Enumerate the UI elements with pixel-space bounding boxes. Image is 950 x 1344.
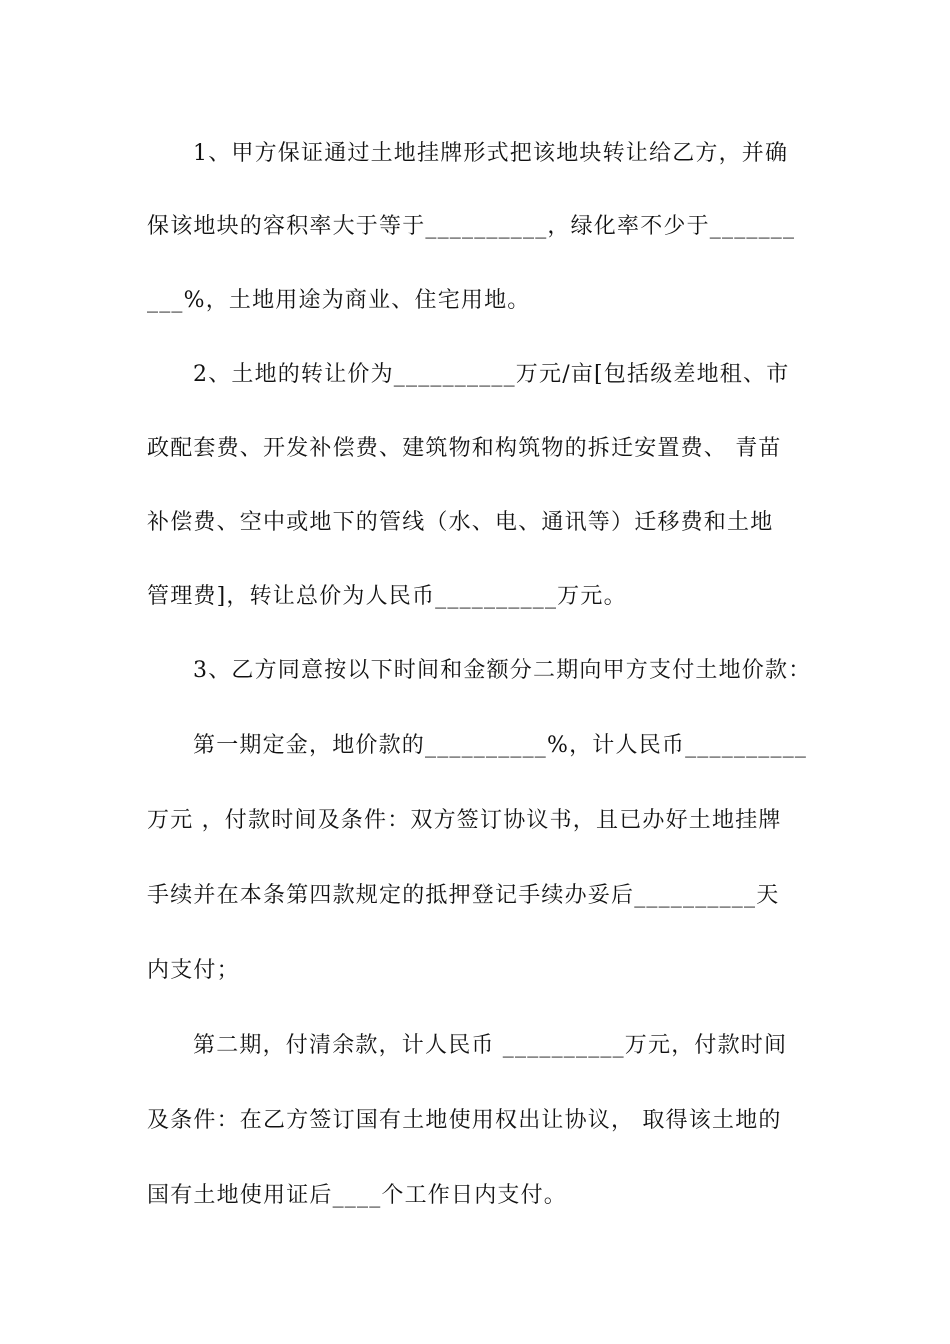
payment-2-line-1: 第二期，付清余款，计人民币 __________万元，付款时间: [193, 1033, 788, 1058]
clause-1-line-1: 1、甲方保证通过土地挂牌形式把该地块转让给乙方，并确: [193, 141, 789, 166]
payment-1-line-4: 内支付；: [147, 958, 240, 983]
clause-2-line-3: 补偿费、空中或地下的管线（水、电、通讯等）迁移费和土地: [147, 510, 774, 535]
clause-1-line-2: 保该地块的容积率大于等于__________，绿化率不少于_______: [147, 214, 796, 239]
payment-2-line-2: 及条件：在乙方签订国有土地使用权出让协议， 取得该土地的: [147, 1108, 782, 1133]
clause-2-line-4: 管理费]，转让总价为人民币__________万元。: [147, 584, 627, 609]
clause-2-line-2: 政配套费、开发补偿费、建筑物和构筑物的拆迁安置费、 青苗: [147, 436, 782, 461]
clause-3-line-1: 3、乙方同意按以下时间和金额分二期向甲方支付土地价款：: [193, 658, 812, 683]
clause-2-line-1: 2、土地的转让价为__________万元/亩[包括级差地租、市: [193, 362, 790, 387]
payment-2-line-3: 国有土地使用证后____个工作日内支付。: [147, 1183, 568, 1208]
payment-1-line-1: 第一期定金，地价款的__________%，计人民币__________: [193, 733, 808, 758]
payment-1-line-2: 万元 ，付款时间及条件：双方签订协议书，且已办好土地挂牌: [147, 808, 782, 833]
clause-1-line-3: ___%，土地用途为商业、住宅用地。: [147, 288, 531, 313]
payment-1-line-3: 手续并在本条第四款规定的抵押登记手续办妥后__________天: [147, 883, 780, 908]
